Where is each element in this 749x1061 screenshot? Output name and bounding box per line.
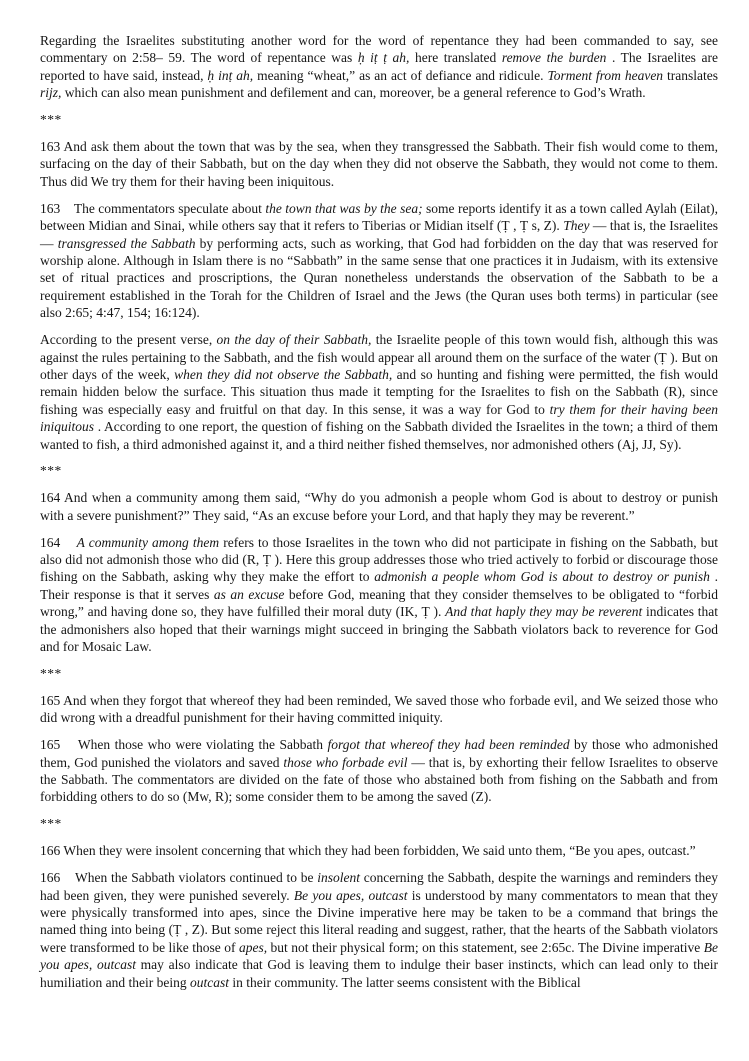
italic-text: apes, (238, 939, 268, 955)
text-run: meaning “wheat,” as an act of defiance and ridicule. (253, 67, 548, 83)
commentary-paragraph (40, 534, 718, 656)
verse-paragraph (40, 489, 718, 524)
text-run: before God, meaning that they consider themselves to be obligated to “forbid wrong,” and having done so, they have fulfilled their moral duty (IK, Ṭ ). (40, 586, 718, 620)
italic-text: Be you apes, outcast (293, 887, 408, 903)
text-run: 166 When they were insolent concerning that which they had been forbidden, We said unto them, “Be you apes, outcast.” (40, 843, 696, 859)
italic-text: Torment from heaven (547, 67, 664, 83)
italic-text: when they did not observe the Sabbath, (174, 366, 393, 382)
document-body (40, 32, 718, 991)
italic-text: forgot that whereof they had been reminded (327, 737, 570, 753)
text-run: Regarding the Israelites substituting another word for the word of repentance they had been commanded to say, see commentary on 2:58– 59. The word of repentance was (40, 33, 718, 66)
text-run: 163 The commentators speculate about (40, 200, 266, 216)
section-separator (40, 665, 718, 682)
italic-text: insolent (317, 870, 360, 886)
text-run: 165 When those who were violating the Sabbath (40, 737, 328, 753)
commentary-paragraph (40, 32, 718, 102)
text-run: *** (40, 112, 62, 128)
text-run: may also indicate that God is leaving them to indulge their baser instincts, which can lead only to their humiliation and their being (40, 957, 718, 990)
italic-text: ḥ inṭ ah, (207, 67, 254, 83)
text-run: refers to those Israelites in the town who did not participate in fishing on the Sabbath, but also did not admonish those who did (R, Ṭ ). Here this group addresses those who tried actively to forbid or discourage those fishing on the Sabbath, asking why they make the effort to (40, 534, 718, 585)
text-run: — that is, the Israelites— (40, 218, 718, 251)
text-run: but not their physical form; on this statement, see 2:65c. The Divine imperative (267, 939, 704, 955)
text-run: the Israelite people of this town would fish, although this was against the rules pertaining to the Sabbath, and the fish would appear all around them on the surface of the water (Ṭ ). But on other days of the week, (40, 332, 718, 382)
italic-text: those who forbade evil (283, 754, 408, 770)
text-run: 165 And when they forgot that whereof they had been reminded, We saved those who forbade evil, and We seized those who did wrong with a dreadful punishment for their having committed iniquity. (40, 692, 718, 726)
text-run: *** (40, 463, 62, 479)
text-run: According to the present verse, (40, 332, 217, 348)
italic-text: the town that was by the sea; (265, 200, 423, 216)
commentary-paragraph (40, 736, 718, 806)
verse-paragraph (40, 842, 718, 859)
text-run: translates (663, 67, 718, 83)
commentary-paragraph (40, 200, 718, 322)
section-separator (40, 462, 718, 479)
text-run: by performing acts, such as working, that God had forbidden on the day that was reserved for worship alone. Although in Islam there is no “Sabbath” in the same sense that one practices it in Judaism, with its extensive set of ritual practices and proscriptions, the Quran nonetheless understands the observation of the Sabbath to be a requirement established in the Torah for the Children of Israel and the Jews (the Quran uses both terms) in particular (see also 2:65; 4:47, 154; 16:124). (40, 235, 719, 321)
italic-text: remove the burden (501, 50, 607, 66)
verse-paragraph (40, 138, 718, 190)
section-separator (40, 815, 718, 832)
text-run: is understood by many commentators to mean that they were physically transformed into apes, since the Divine imperative here may be taken to be a command that brings the named thing into being (Ṭ , Z). But some reject this literal reading and suggest, rather, that the hearts of the Sabbath violators were transformed to be like those of (40, 887, 718, 955)
text-run: some reports identify it as a town called Aylah (Eilat), between Midian and Sinai, while others say that it refers to Tiberias or Midian itself (Ṭ , Ṭ s, Z). (40, 200, 718, 234)
italic-text: They (563, 218, 590, 234)
text-run: 164 (40, 534, 77, 550)
text-run: *** (40, 666, 62, 681)
italic-text: on the day of their Sabbath, (216, 332, 372, 348)
text-run: by those who admonished them, God punished the violators and saved (40, 737, 718, 770)
text-run: in their community. The latter seems consistent with the Biblical (228, 974, 581, 990)
italic-text: And that haply they may be reverent (445, 604, 643, 620)
italic-text: A community among them (76, 534, 220, 550)
italic-text: ḥ iṭ ṭ ah, (357, 50, 410, 66)
commentary-paragraph (40, 869, 718, 991)
italic-text: as an excuse (213, 586, 285, 602)
text-run: and so hunting and fishing were permitted, the fish would remain hidden below the surface. This situation thus made it tempting for the Israelites to fish on the Sabbath (R), since fishing was especially easy and fruitful on that day. In this sense, it was a way for God to (40, 366, 718, 417)
text-run: . The Israelites are reported to have said, instead, (40, 50, 718, 83)
italic-text: outcast (189, 974, 229, 990)
text-run: indicates that the admonishers also hoped that their warnings might succeed in bringing the Sabbath violators back to reverence for God and for Mosaic Law. (40, 604, 718, 655)
text-run: — that is, by exhorting their fellow Israelites to observe the Sabbath. The commentators are divided on the fate of those who abstained both from fishing on the Sabbath and from forbidding others to do so (Mw, R); some consider them to be among the saved (Z). (40, 754, 718, 805)
text-run: *** (40, 816, 62, 832)
italic-text: try them for their having been iniquitous (40, 401, 719, 435)
text-run: 164 And when a community among them said, “Why do you admonish a people whom God is about to destroy or punish with a severe punishment?” They said, “As an excuse before your Lord, and that haply they may be reverent.” (40, 490, 718, 523)
italic-text: admonish a people whom God is about to destroy or punish (374, 569, 710, 585)
text-run: . According to one report, the question of fishing on the Sabbath divided the Israelites in the town; a third of them wanted to fish, a third admonished against it, and a third neither fished themselves, nor admonished others (Aj, JJ, Sy). (40, 419, 718, 452)
text-run: here translated (409, 50, 502, 66)
italic-text: transgressed the Sabbath (57, 235, 196, 251)
italic-text: rijz, (40, 85, 62, 101)
italic-text: Be you apes, outcast (40, 939, 719, 973)
commentary-paragraph (40, 331, 718, 453)
verse-paragraph (40, 692, 718, 727)
text-run: 166 When the Sabbath violators continued to be (40, 870, 318, 886)
text-run: 163 And ask them about the town that was by the sea, when they transgressed the Sabbath. Their fish would come to them, surfacing on the day of their Sabbath, but on the day when they did not observe the Sabbath, they would not come to them. Thus did We try them for their having been iniquitous. (40, 139, 718, 189)
section-separator (40, 111, 718, 128)
text-run: concerning the Sabbath, despite the warnings and reminders they had been given, they were punished severely. (40, 870, 718, 903)
text-run: which can also mean punishment and defilement and can, moreover, be a general reference to God’s Wrath. (61, 85, 646, 101)
text-run: . Their response is that it serves (40, 569, 718, 602)
